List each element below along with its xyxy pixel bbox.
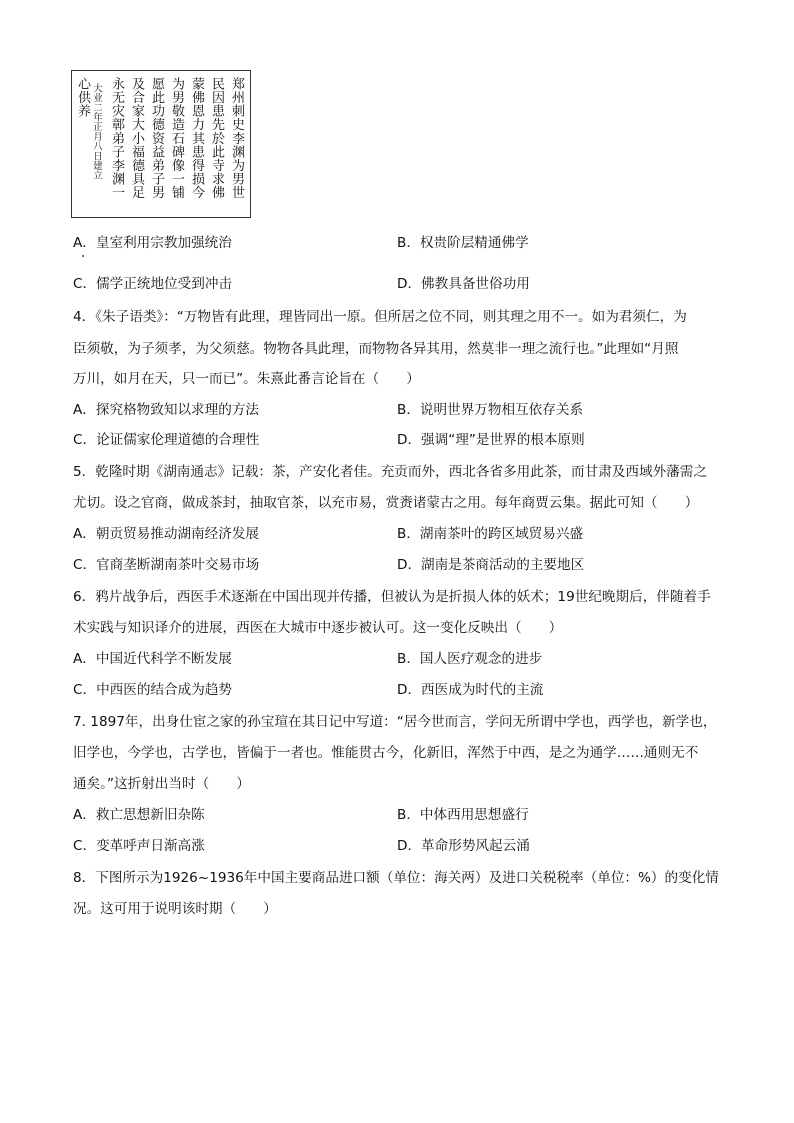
q3-option-c: C．儒学正统地位受到冲击: [73, 276, 233, 292]
q4-stem-line: 4．《朱子语类》：“万物皆有此理，理皆同出一原。但所居之位不同，则其理之用不一。如为君须仁，为: [73, 309, 687, 325]
q4-stem-line: 臣须敬，为子须孝，为父须慈。物物各具此理，而物物各异其用，然莫非一理之流行也。”此理如“月照: [73, 341, 679, 357]
inscription-date: 大业二年正月八日建立: [91, 83, 102, 180]
q4-option-c: C．论证儒家伦理道德的合理性: [73, 432, 260, 448]
q7-stem-line: 旧学也，今学也，古学也，皆偏于一者也。惟能贯古今，化新旧，浑然于中西，是之为通学……通则无不: [73, 745, 699, 761]
inscription-column: 心供养: [75, 77, 90, 118]
q7-option-c: C．变革呼声日渐高涨: [73, 838, 205, 854]
q6-option-c: C．中西医的结合成为趋势: [73, 682, 233, 698]
q7-option-d: D．革命形势风起云涌: [397, 838, 530, 854]
q5-option-b: B．湖南茶叶的跨区域贸易兴盛: [397, 526, 584, 542]
q5-option-a: A．朝贡贸易推动湖南经济发展: [73, 526, 260, 542]
q4-option-a: A．探究格物致知以求理的方法: [73, 402, 260, 418]
q6-option-a: A．中国近代科学不断发展: [73, 651, 232, 667]
q6-stem-line: 6．鸦片战争后，西医手术逐渐在中国出现并传播，但被认为是折损人体的妖术；19世纪晚期后，伴随着手: [73, 589, 711, 605]
q5-stem-line: 尤切。设之官商，做成茶封，抽取官茶，以充市易，赏赉诸蒙古之用。每年商贾云集。据此可知（ ）: [73, 495, 699, 511]
inscription-column: 为男敬造石碑像一铺: [169, 77, 184, 200]
q4-option-d: D．强调“理”是世界的根本原则: [397, 432, 585, 448]
inscription-column: 郑州刺史李渊为男世: [229, 77, 244, 200]
q7-stem-line: 7. 1897年，出身仕宦之家的孙宝瑄在其日记中写道：“居今世而言，学问无所谓中学也，西学也，新学也，: [73, 714, 717, 730]
inscription-column: 民因患先於此寺求佛: [209, 77, 224, 200]
inscription-column: 愿此功德资益弟子男: [149, 77, 164, 200]
q6-option-d: D．西医成为时代的主流: [397, 682, 544, 698]
q8-stem-line: 8．下图所示为1926~1936年中国主要商品进口额（单位：海关两）及进口关税税率（单位：%）的变化情: [73, 870, 719, 886]
q6-stem-line: 术实践与知识译介的进展，西医在大城市中逐步被认可。这一变化反映出（ ）: [73, 620, 563, 636]
q7-stem-line: 通矣。”这折射出当时（ ）: [73, 776, 250, 792]
q8-stem-line: 况。这可用于说明该时期（ ）: [73, 901, 277, 917]
stray-mark: [82, 255, 84, 257]
stele-inscription-figure: [71, 70, 251, 218]
inscription-column: 永无灾鄣弟子李渊一: [109, 77, 124, 200]
q5-stem-line: 5．乾隆时期《湖南通志》记载：茶，产安化者佳。充贡而外，西北各省多用此茶，而甘肃及西域外藩需之: [73, 464, 707, 480]
q6-option-b: B．国人医疗观念的进步: [397, 651, 543, 667]
q3-option-d: D．佛教具备世俗功用: [397, 276, 530, 292]
q5-option-d: D．湖南是茶商活动的主要地区: [397, 557, 585, 573]
q3-option-b: B．权贵阶层精通佛学: [397, 235, 529, 251]
q4-stem-line: 万川，如月在天，只一而已”。朱熹此番言论旨在（ ）: [73, 371, 420, 387]
inscription-column: 蒙佛恩力其患得损今: [189, 77, 204, 200]
q7-option-a: A．救亡思想新旧杂陈: [73, 807, 205, 823]
q5-option-c: C．官商垄断湖南茶叶交易市场: [73, 557, 260, 573]
inscription-column: 及合家大小福德具足: [129, 77, 144, 200]
q4-option-b: B．说明世界万物相互依存关系: [397, 402, 584, 418]
q7-option-b: B．中体西用思想盛行: [397, 807, 529, 823]
q3-option-a: A．皇室利用宗教加强统治: [73, 235, 232, 251]
